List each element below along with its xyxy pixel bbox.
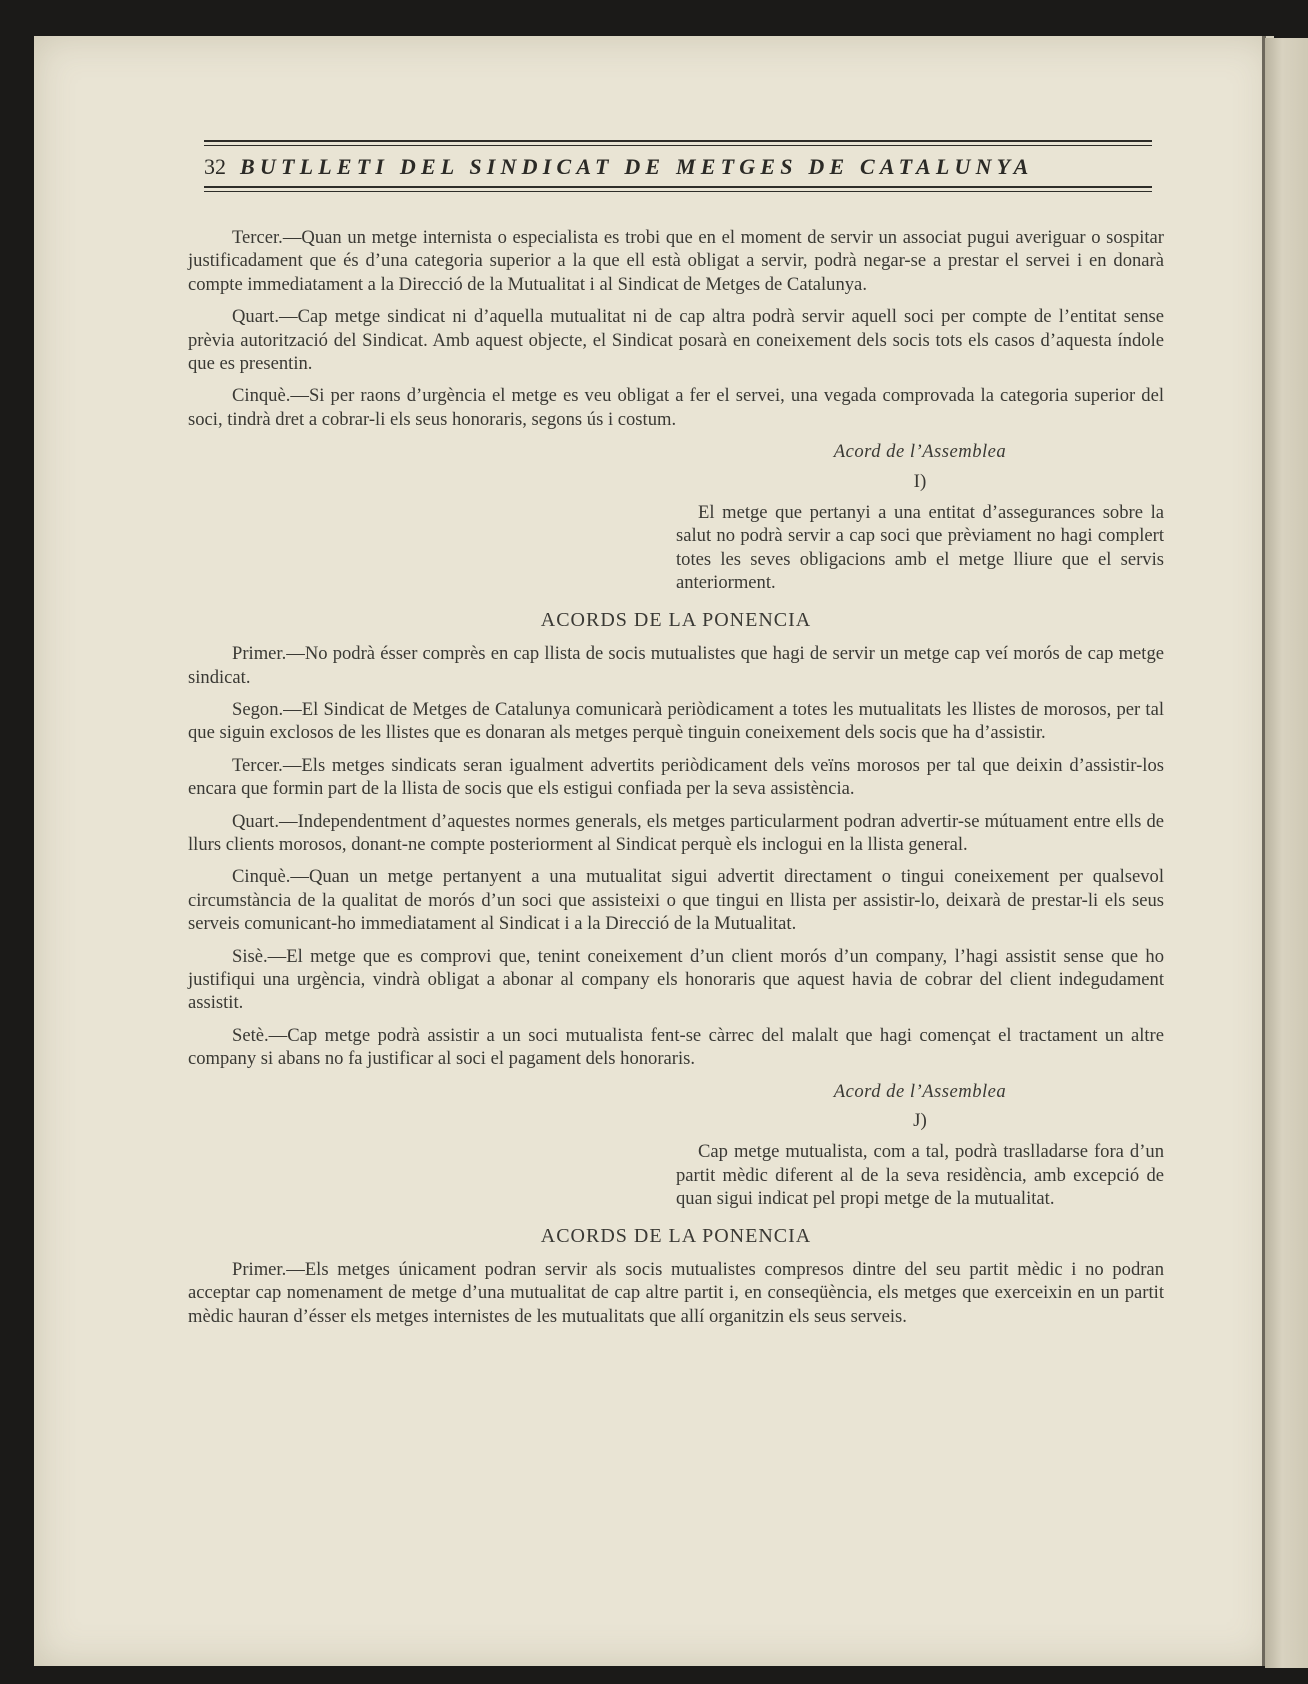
section-heading: ACORDS DE LA PONENCIA [540,1224,812,1247]
page-header [204,140,1152,192]
paragraph-primer-3: Primer.—Els metges únicament podran servir als socis mutualistes compresos dintre del seu partit mèdic i no podran acceptar cap nomenament de metge d’una mutualitat de cap altre partit i, en conseqüència, els metges que exerceixin en un partit mèdic hauran d’ésser els metges internistes de les mutualitats que allí organitzin els seus serveis. [188,1259,1164,1327]
next-page-edge [1265,38,1308,1668]
assembly-text: Cap metge mutualista, com a tal, podrà traslladarse fora d’un partit mèdic diferent al de la seva residència, amb excepció de quan sigui indicat pel propi metge de la mutualitat. [676,1141,1164,1210]
header-top-rule-thin [204,145,1152,146]
paragraph-quart-2: Quart.—Independentment d’aquestes normes generals, els metges particularment podran advertir-se mútuament entre ells de llurs clients morosos, donant-ne compte posteriorment al Sindicat perquè els inclogui en la llista general. [188,810,1164,855]
assembly-text: El metge que pertanyi a una entitat d’assegurances sobre la salut no podrà servir a cap soci que prèviament no hagi complert totes les seves obligacions amb el metge lliure que el servis anteriorment. [676,502,1164,594]
paragraph-cinque-2: Cinquè.—Quan un metge pertanyent a una mutualitat sigui advertit directament o tingui coneixement per qualsevol circumstància de la qualitat de morós d’un soci que assisteixi o que tingui en llista per assistir-lo, deixarà de prestar-li els seus serveis comunicant-ho immediatament al Sindicat i a la Direcció de la Mutualitat. [188,866,1164,935]
header-row [204,154,1152,180]
paragraph-quart-1: Quart.—Cap metge sindicat ni d’aquella mutualitat ni de cap altra podrà servir aquell soci per compte de l’entitat sense prèvia autorització del Sindicat. Amb aquest objecte, el Sindicat posarà en coneixement dels socis tots els casos d’aquesta índole que es presentin. [188,306,1164,375]
assembly-letter: I) [913,470,927,492]
running-title: BUTLLETI DEL SINDICAT DE METGES DE CATALUNYA [240,154,1034,179]
assembly-letter: J) [913,1110,927,1131]
paragraph-sete-2: Setè.—Cap metge podrà assistir a un soci mutualista fent-se càrrec del malalt que hagi començat el tractament un altre company si abans no fa justificar al soci el pagament dels honoraris. [188,1024,1164,1070]
paragraph-primer-2: Primer.—No podrà ésser comprès en cap llista de socis mutualistes que hagi de servir un metge cap veí morós de cap metge sindicat. [188,643,1164,688]
header-bottom-rule-thin [204,191,1152,192]
paragraph-cinque-1: Cinquè.—Si per raons d’urgència el metge es veu obligat a fer el servei, una vegada comprovada la categoria superior del soci, tindrà dret a cobrar-li els seus honoraris, segons ús i costum. [188,385,1164,430]
header-top-rule [204,140,1152,142]
section-1 [188,226,1164,431]
paragraph-segon-2: Segon.—El Sindicat de Metges de Catalunya comunicarà periòdicament a totes les mutualitats les llistes de morosos, per tal que siguin exclosos de les llistes que es donaran als metges perquè tinguin coneixement dels socis que ha d’assistir. [188,698,1164,744]
section-2 [188,609,1164,1071]
assembly-agreement-j [676,1080,1164,1211]
section-heading: ACORDS DE LA PONENCIA [540,608,812,631]
paragraph-sise-2: Sisè.—El metge que es comprovi que, tenint coneixement d’un client morós d’un company, l’hagi assistit sense que ho justifiqui una urgència, vindrà obligat a abonar al company els honoraris que aquest havia de cobrar del client indegudament assistit. [188,945,1164,1014]
assembly-label: Acord de l’Assemblea [833,1080,1007,1102]
paragraph-tercer-1: Tercer.—Quan un metge internista o especialista es trobi que en el moment de servir un associat pugui averiguar o sospitar justificadament que és d’una categoria superior a la que ell està obligat a servir, podrà negar-se a prestar el servei i en donarà compte immediatament a la Direcció de la Mutualitat i al Sindicat de Metges de Catalunya. [188,227,1164,295]
paragraph-tercer-2: Tercer.—Els metges sindicats seran igualment advertits periòdicament dels veïns morosos per tal que deixin d’assistir-los encara que formin part de la llista de socis que els estigui confiada per la seva assistència. [188,754,1164,800]
page-number: 32 [204,154,226,179]
section-3 [188,1225,1164,1329]
header-bottom-rule [204,186,1152,188]
assembly-agreement-i [676,440,1164,594]
assembly-label: Acord de l’Assemblea [833,441,1007,463]
page-body [188,226,1164,1337]
